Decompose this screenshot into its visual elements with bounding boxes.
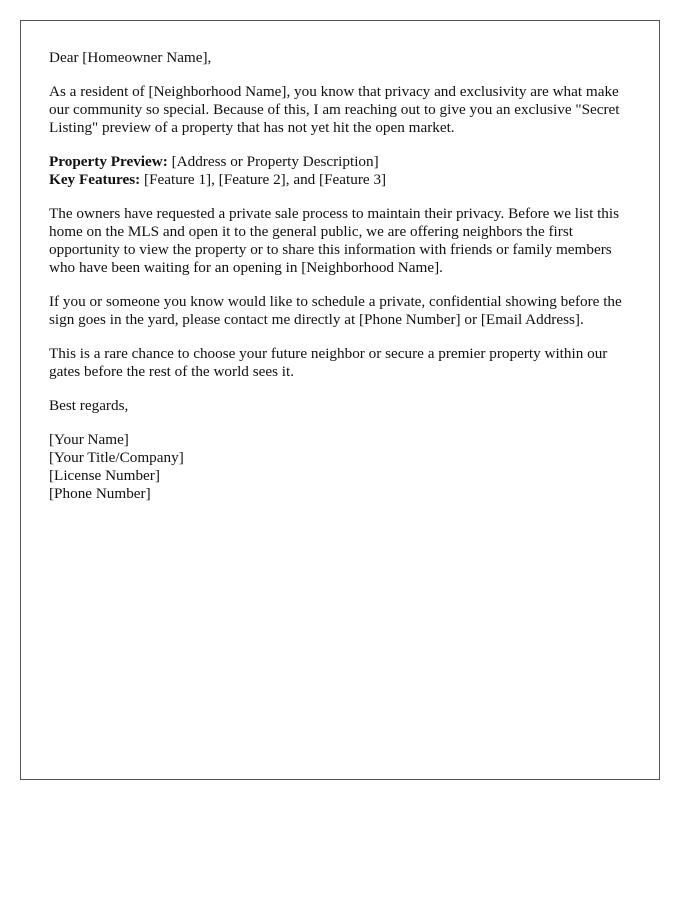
property-preview-value: [Address or Property Description] bbox=[167, 153, 379, 170]
closing: Best regards, bbox=[49, 397, 129, 414]
signature-title: [Your Title/Company] bbox=[49, 449, 184, 466]
property-preview-line bbox=[49, 153, 639, 171]
letter-body bbox=[49, 49, 639, 519]
signature-name: [Your Name] bbox=[49, 431, 129, 448]
property-details bbox=[49, 153, 639, 189]
body-paragraph-3: This is a rare chance to choose your future neighbor or secure a premier property within our gates before the rest of the world sees it. bbox=[49, 345, 608, 380]
key-features-label: Key Features: bbox=[49, 171, 141, 188]
signature-phone: [Phone Number] bbox=[49, 485, 151, 502]
body-paragraph-2: If you or someone you know would like to schedule a private, confidential showing before the sign goes in the yard, please contact me directly at [Phone Number] or [Email Address]. bbox=[49, 293, 622, 328]
body-paragraph-1: The owners have requested a private sale process to maintain their privacy. Before we list this home on the MLS and open it to the general public, we are offering neighbors the first opportunity to view the property or to share this information with friends or family members who have been waiting for an opening in [Neighborhood Name]. bbox=[49, 205, 620, 276]
property-preview-label: Property Preview: bbox=[49, 153, 168, 170]
greeting: Dear [Homeowner Name], bbox=[49, 49, 212, 66]
signature-license: [License Number] bbox=[49, 467, 160, 484]
letter-page bbox=[20, 20, 660, 780]
signature-block bbox=[49, 431, 639, 503]
key-features-line bbox=[49, 171, 639, 189]
key-features-value: [Feature 1], [Feature 2], and [Feature 3] bbox=[140, 171, 387, 188]
intro-paragraph: As a resident of [Neighborhood Name], you know that privacy and exclusivity are what make our community so special. Because of this, I am reaching out to give you an exclusive "Secret Listing" preview of a property that has not yet hit the open market. bbox=[49, 83, 620, 136]
